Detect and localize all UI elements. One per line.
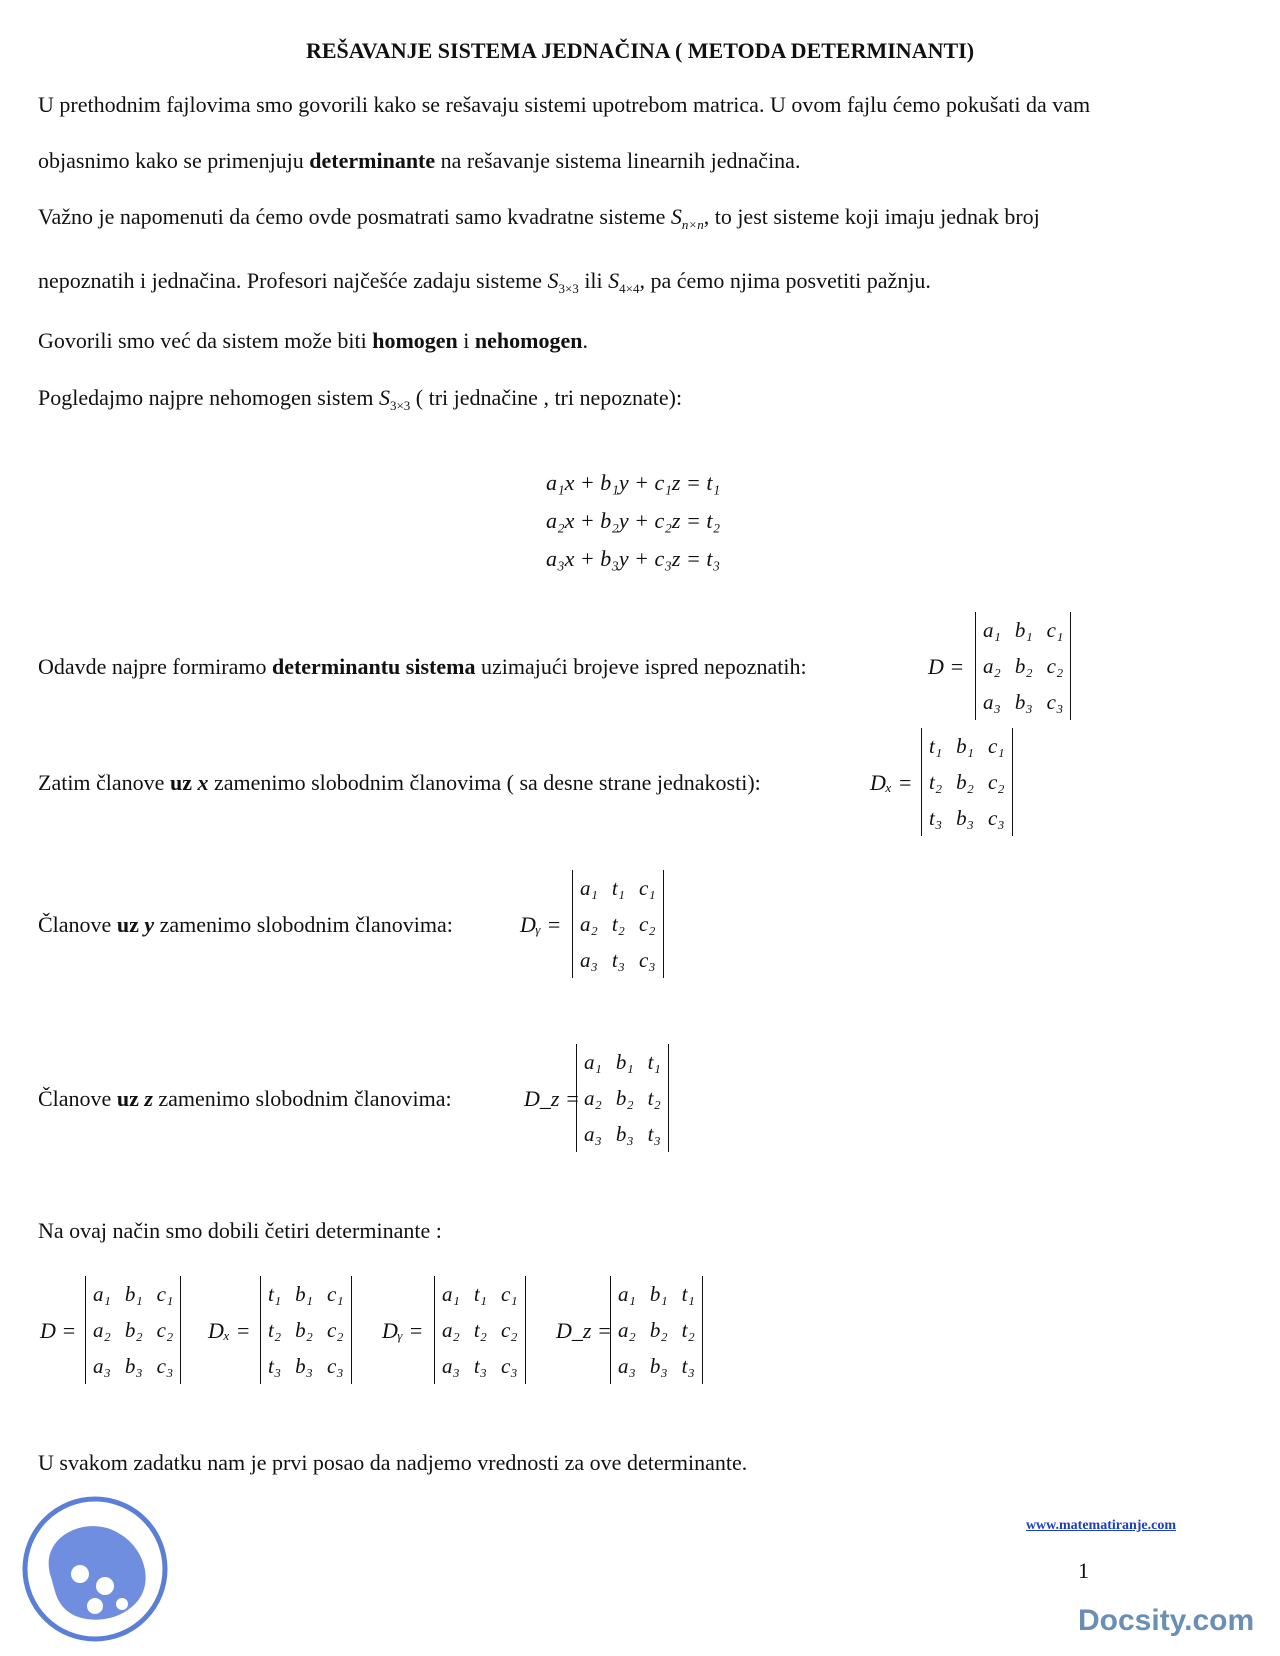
matrix-cell: t₁ <box>268 1282 282 1306</box>
matrix-cell: b₃ <box>1014 690 1033 714</box>
matrix-cell: c₃ <box>987 806 1005 830</box>
matrix-cell: t₁ <box>611 876 625 900</box>
website-link[interactable]: www.matematiranje.com <box>1025 1518 1176 1533</box>
equation-3: a₃x + b₃y + c₃z = t₃ <box>546 546 721 571</box>
Dx-text: Zatim članove uz x zamenimo slobodnim članovima ( sa desne strane jednakosti): <box>38 770 761 795</box>
matrix-cell: c₂ <box>1046 654 1064 678</box>
matrix-cell: b₂ <box>649 1318 668 1342</box>
matrix-cell: b₂ <box>124 1318 143 1342</box>
row-Dz-label: D_z = <box>556 1318 612 1343</box>
row-determinant-Dy <box>434 1276 526 1384</box>
docsity-logo-icon <box>20 1494 170 1644</box>
matrix-cell: c₁ <box>500 1282 518 1306</box>
determinant-of-system-text: Odavde najpre formiramo determinantu sistema uzimajući brojeve ispred nepoznatih: <box>38 654 807 679</box>
closing-text: U svakom zadatku nam je prvi posao da nadjemo vrednosti za ove determinante. <box>38 1450 748 1475</box>
four-determinants-text: Na ovaj način smo dobili četiri determinante : <box>38 1218 442 1243</box>
matrix-cell: b₂ <box>956 770 974 794</box>
matrix-cell: b₃ <box>124 1354 143 1378</box>
matrix-cell: c₃ <box>500 1354 518 1378</box>
matrix-cell: c₃ <box>156 1354 174 1378</box>
Dz-label: D_z = <box>524 1086 580 1111</box>
matrix-cell: t₁ <box>681 1282 695 1306</box>
row-determinant-Dx <box>260 1276 352 1384</box>
matrix-cell: b₁ <box>1014 618 1033 642</box>
matrix-cell: b₁ <box>124 1282 143 1306</box>
matrix-cell: a₁ <box>983 618 1001 642</box>
determinant-Dz <box>576 1044 669 1152</box>
equation-1: a₁x + b₁y + c₁z = t₁ <box>546 470 721 495</box>
matrix-cell: a₁ <box>584 1050 602 1074</box>
matrix-cell: b₁ <box>615 1050 634 1074</box>
matrix-cell: c₂ <box>638 912 656 936</box>
matrix-cell: a₃ <box>580 948 598 972</box>
determinant-Dy <box>572 870 664 978</box>
Dz-text: Članove uz z zamenimo slobodnim članovima: <box>38 1086 452 1111</box>
matrix-cell: b₁ <box>649 1282 668 1306</box>
matrix-cell: c₁ <box>987 734 1005 758</box>
row-determinant-Dz <box>610 1276 703 1384</box>
matrix-cell: c₁ <box>638 876 656 900</box>
matrix-cell: c₁ <box>1046 618 1064 642</box>
Dx-label: Dₓ = <box>870 770 913 795</box>
matrix-cell: t₂ <box>681 1318 695 1342</box>
matrix-cell: b₁ <box>956 734 974 758</box>
matrix-cell: a₁ <box>618 1282 636 1306</box>
square-systems-line-1: Važno je napomenuti da ćemo ovde posmatrati samo kvadratne sisteme $S_{n\times n}$, to jest sisteme koji imaju jednak broj <box>38 204 1040 232</box>
matrix-cell: a₃ <box>93 1354 111 1378</box>
matrix-cell: t₂ <box>473 1318 487 1342</box>
matrix-cell: c₂ <box>500 1318 518 1342</box>
matrix-cell: a₁ <box>580 876 598 900</box>
matrix-cell: t₃ <box>681 1354 695 1378</box>
matrix-cell: t₃ <box>929 806 943 830</box>
Dy-label: Dᵧ = <box>520 912 562 937</box>
docsity-brand: Docsity.com <box>1078 1604 1255 1637</box>
row-Dx-label: Dₓ = <box>208 1318 251 1343</box>
matrix-cell: b₃ <box>615 1122 634 1146</box>
D-label: D = <box>928 654 965 679</box>
matrix-cell: b₃ <box>649 1354 668 1378</box>
matrix-cell: t₂ <box>929 770 943 794</box>
matrix-cell: t₁ <box>929 734 943 758</box>
matrix-cell: t₁ <box>647 1050 661 1074</box>
page-title: REŠAVANJE SISTEMA JEDNAČINA ( METODA DETERMINANTI) <box>305 38 975 63</box>
matrix-cell: t₂ <box>611 912 625 936</box>
matrix-cell: a₃ <box>983 690 1001 714</box>
row-D-label: D = <box>40 1318 77 1343</box>
matrix-cell: b₁ <box>295 1282 313 1306</box>
matrix-cell: a₃ <box>584 1122 602 1146</box>
intro-line-2: objasnimo kako se primenjuju determinante na rešavanje sistema linearnih jednačina. <box>38 148 801 173</box>
row-Dy-label: Dᵧ = <box>382 1318 424 1343</box>
matrix-cell: a₂ <box>618 1318 636 1342</box>
matrix-cell: t₃ <box>611 948 625 972</box>
matrix-cell: b₂ <box>1014 654 1033 678</box>
matrix-cell: t₂ <box>268 1318 282 1342</box>
matrix-cell: c₂ <box>326 1318 344 1342</box>
homogen-line: Govorili smo već da sistem može biti homogen i nehomogen. <box>38 328 588 353</box>
intro-line-1: U prethodnim fajlovima smo govorili kako se rešavaju sistemi upotrebom matrica. U ovom fajlu ćemo pokušati da vam <box>38 92 1091 117</box>
matrix-cell: b₃ <box>295 1354 313 1378</box>
matrix-cell: a₂ <box>983 654 1001 678</box>
matrix-cell: a₁ <box>442 1282 460 1306</box>
row-determinant-D <box>85 1276 181 1384</box>
matrix-cell: c₁ <box>156 1282 174 1306</box>
determinant-Dx <box>921 728 1013 836</box>
matrix-cell: c₃ <box>638 948 656 972</box>
matrix-cell: t₂ <box>647 1086 661 1110</box>
matrix-cell: t₃ <box>268 1354 282 1378</box>
matrix-cell: c₃ <box>326 1354 344 1378</box>
square-systems-line-2: nepoznatih i jednačina. Profesori najčešće zadaju sisteme $S_{3\times 3}$ ili $S_{4\times 4}$, pa ćemo njima posvetiti pažnju. <box>38 268 931 296</box>
matrix-cell: b₃ <box>956 806 974 830</box>
matrix-cell: c₂ <box>156 1318 174 1342</box>
matrix-cell: b₂ <box>615 1086 634 1110</box>
matrix-cell: c₁ <box>326 1282 344 1306</box>
equation-2: a₂x + b₂y + c₂z = t₂ <box>546 508 721 533</box>
matrix-cell: a₃ <box>618 1354 636 1378</box>
matrix-cell: c₃ <box>1046 690 1064 714</box>
matrix-cell: b₂ <box>295 1318 313 1342</box>
matrix-cell: a₃ <box>442 1354 460 1378</box>
matrix-cell: c₂ <box>987 770 1005 794</box>
page-number: 1 <box>1078 1558 1089 1583</box>
matrix-cell: a₁ <box>93 1282 111 1306</box>
determinant-D <box>975 612 1071 720</box>
matrix-cell: a₂ <box>93 1318 111 1342</box>
matrix-cell: t₁ <box>473 1282 487 1306</box>
Dy-text: Članove uz y zamenimo slobodnim članovima: <box>38 912 453 937</box>
matrix-cell: t₃ <box>647 1122 661 1146</box>
matrix-cell: a₂ <box>580 912 598 936</box>
nehomogen-intro: Pogledajmo najpre nehomogen sistem $S_{3\times 3}$ ( tri jednačine , tri nepoznate): <box>38 385 683 413</box>
matrix-cell: a₂ <box>442 1318 460 1342</box>
matrix-cell: a₂ <box>584 1086 602 1110</box>
matrix-cell: t₃ <box>473 1354 487 1378</box>
